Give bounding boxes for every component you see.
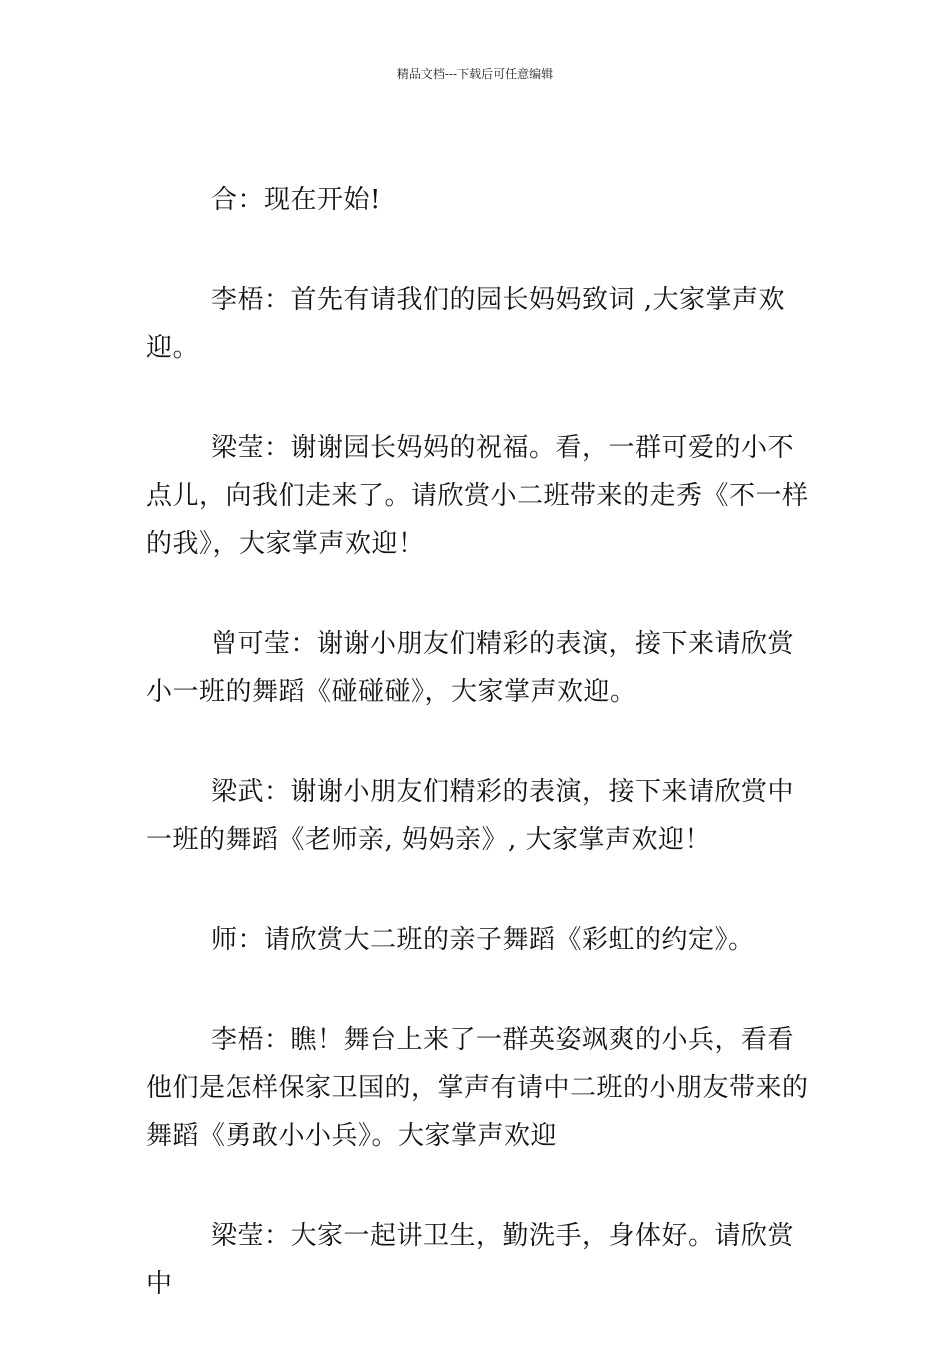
- paragraph-5: 梁武：谢谢小朋友们精彩的表演，接下来请欣赏中一班的舞蹈《老师亲, 妈妈亲》, 大家掌声欢迎！: [146, 777, 795, 855]
- paragraph-8: 梁莹：大家一起讲卫生，勤洗手，身体好。请欣赏中: [146, 1221, 795, 1299]
- paragraph-2: 李梧：首先有请我们的园长妈妈致词 ,大家掌声欢迎。: [146, 285, 786, 363]
- document-body: [146, 176, 810, 1360]
- paragraph-3: 梁莹：谢谢园长妈妈的祝福。看，一群可爱的小不点儿，向我们走来了。请欣赏小二班带来的走秀《不一样的我》，大家掌声欢迎！: [146, 433, 809, 559]
- paragraph-7: 李梧：瞧！舞台上来了一群英姿飒爽的小兵，看看他们是怎样保家卫国的，掌声有请中二班的小朋友带来的舞蹈《勇敢小小兵》。大家掌声欢迎: [146, 1025, 809, 1151]
- paragraph-4: 曾可莹：谢谢小朋友们精彩的表演，接下来请欣赏小一班的舞蹈《碰碰碰》，大家掌声欢迎。: [146, 629, 795, 707]
- paragraph-6: 师：请欣赏大二班的亲子舞蹈《彩虹的约定》。: [211, 925, 755, 955]
- paragraph-1: 合：现在开始!: [211, 185, 381, 215]
- page-header: 精品文档---下载后可任意编辑: [396, 67, 554, 81]
